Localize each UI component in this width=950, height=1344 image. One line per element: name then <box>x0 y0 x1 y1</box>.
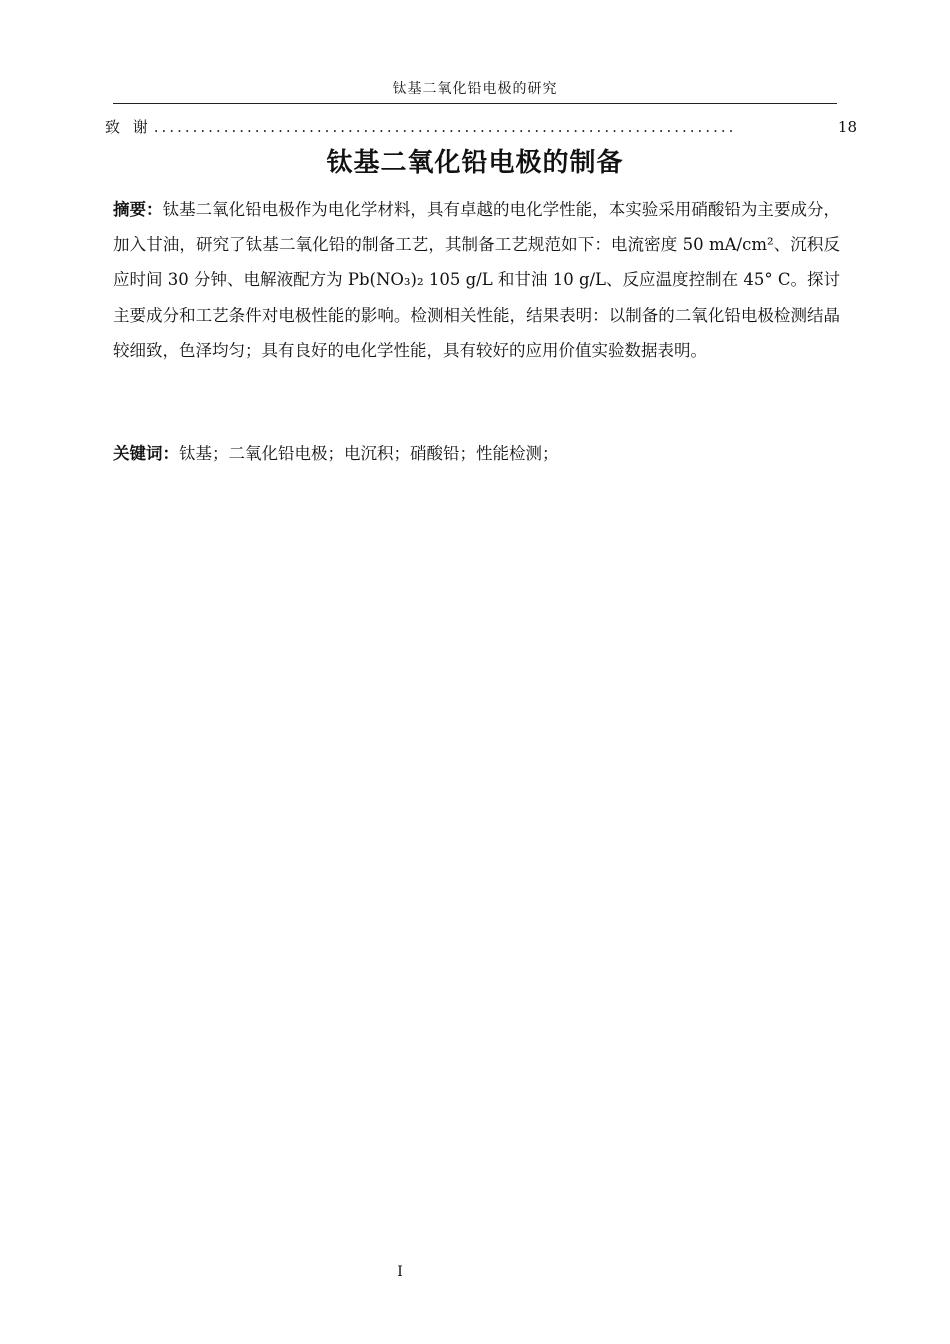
toc-entry-page-number: 18 <box>837 118 857 136</box>
header-rule <box>113 103 837 104</box>
keywords-label: 关键词： <box>113 444 179 463</box>
abstract-label: 摘要： <box>113 200 163 219</box>
abstract-paragraph <box>113 192 840 368</box>
keywords-paragraph <box>113 436 840 471</box>
toc-entry <box>105 116 857 137</box>
toc-leader-dots: ........................................................................... <box>153 118 737 136</box>
running-header: 钛基二氧化铅电极的研究 <box>392 81 558 97</box>
page-number-text: I <box>397 1264 403 1280</box>
page-number <box>0 1264 950 1280</box>
abstract-text: 钛基二氧化铅电极作为电化学材料，具有卓越的电化学性能，本实验采用硝酸铅为主要成分，加入甘油，研究了钛基二氧化铅的制备工艺，其制备工艺规范如下：电流密度 50 mA/cm²、沉积反应时间 30 分钟、电解液配方为 Pb(NO₃)₂ 105 g/L 和甘油 10 g/L、反应温度控制在 45° C。探讨主要成分和工艺条件对电极性能的影响。检测相关性能，结果表明：以制备的二氧化铅电极检测结晶较细致，色泽均匀；具有良好的电化学性能，具有较好的应用价值实验数据表明。 <box>113 200 841 360</box>
document-title: 钛基二氧化铅电极的制备 <box>326 148 624 178</box>
toc-entry-label: 致 谢 <box>105 118 152 136</box>
keywords-text: 钛基；二氧化铅电极；电沉积；硝酸铅；性能检测； <box>179 444 559 463</box>
